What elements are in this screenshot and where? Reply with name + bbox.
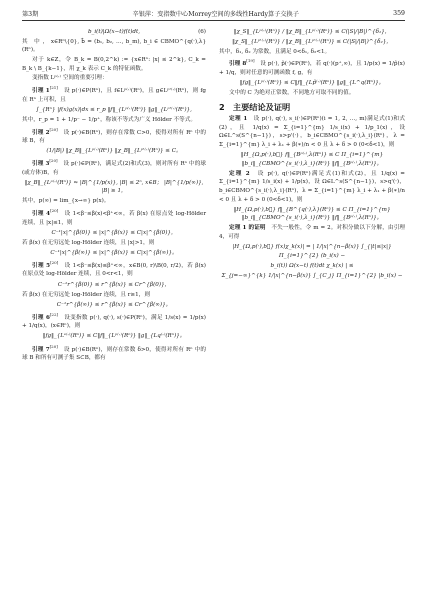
paragraph-text: 设 p(·)∈P(Rⁿ)，满足式(2)和式(3)，则对所有 Rⁿ 中的球(或方体)B，有 <box>22 161 206 176</box>
lemma-paragraph <box>22 84 206 104</box>
lemma-label: 引理 8 <box>229 61 247 68</box>
equation-text: ‖χ_S‖_{Lᵖ'⁽·⁾(Rⁿ)} / ‖χ_B‖_{Lᵖ'⁽·⁾(Rⁿ)} ≤ C(|S|/|B|)^{δ₂}， <box>232 38 392 45</box>
equation <box>219 28 405 37</box>
equation <box>219 206 405 223</box>
equation-text: C⁻¹r^{β(0)} ≤ r^{β(x)} ≤ Cr^{β(0)}， <box>57 281 171 288</box>
lemma-paragraph <box>22 157 206 177</box>
equation <box>22 106 206 115</box>
equation-text: (1/|B|) ‖χ_B‖_{Lᵖ⁽·⁾(Rⁿ)} ‖χ_B‖_{Lᵖ'⁽·⁾(Rⁿ)} ≤ C。 <box>46 148 182 155</box>
lemma-paragraph <box>22 343 206 363</box>
equation-text: ‖fg‖_{Lᵖ⁽·⁾(Rⁿ)} ≤ C‖f‖_{Lp̃⁽·⁾(Rⁿ)} ‖g‖_{L^q(Rⁿ)}。 <box>239 80 385 87</box>
lemma-paragraph <box>219 115 405 149</box>
citation-ref: [20] <box>49 126 58 132</box>
equation-text: C⁻¹r^{β(∞)} ≤ r^{β(x)} ≤ Cr^{β(∞)}。 <box>56 301 172 308</box>
right-column <box>219 26 405 282</box>
lemma-label: 引理 2 <box>32 129 50 136</box>
lemma-label: 引理 7 <box>32 346 50 353</box>
citation-ref: [22] <box>49 311 59 317</box>
page-number: 359 <box>393 9 405 17</box>
paragraph-text: 设 1<β⁻≤β(x)≤β⁺<∞，x∈B(0, r)\B(0, r/2)，若 β(x) 在原点处 log-Hölder 连续，且 0<r<1，则 <box>22 262 206 278</box>
paragraph-text: 设 1<β⁻≤β(x)<β⁺<∞，若 β(x) 在原点处 log-Hölder 连续，且 |x|≤1，则 <box>22 211 206 226</box>
paragraph-text: 设变指数 p(·), q(·), s(·)∈P(Rⁿ)，满足 1/s(x) = 1/p(x) + 1/q(x)，(x∈Rⁿ)，则 <box>22 314 206 330</box>
citation-ref: [19] <box>246 58 255 64</box>
equation-text: ‖χ_B‖_{Lᵖ⁽·⁾(Rⁿ)} ≈ |B|^{1/p(x)}, |B| ≤ 2ⁿ, x∈B； |B|^{1/p(∞)}, |B| ≥ 1， <box>24 179 204 195</box>
lemma-label: 定理 1 的证明 <box>229 225 266 232</box>
equation-text: ‖H_{Ω,p(·),b⃗} f‖_{B^{q(·),λ}(Rⁿ)} ≤ C Π_{i=1}^{m} ‖b_i‖_{CBMO^{s_i(·),λ_i}(Rⁿ)} ‖f‖_{Bᵖ⁽·⁾,λ(Rⁿ)}。 <box>233 206 391 222</box>
citation-ref: [21] <box>49 85 58 91</box>
lemma-label: 引理 6 <box>32 314 50 321</box>
header-rule <box>22 20 405 21</box>
lemma-label: 引理 3 <box>32 161 50 168</box>
paragraph-text: 设 p(·), q(·), s_i(·)∈P(Rⁿ)(i = 1, 2, …, m)满足式(1)和式(2)，且 1/q(x) = Σ_{i=1}^{m} 1/s_i(x) + 1/p_1(x)，设 Ω∈L^s(S^{n−1})，s>p'(·)，b_i∈CBMO^{s_i(·),λ_i}(Rⁿ)，λ = Σ_{i=1}^{m} λ_i + λ₁ + β(∗)/n < 0 且 λ + δ > 0 (0<δ<1)，则 <box>219 116 405 149</box>
equation-text: b_i(t)|Ω(x−t)f(t)dt, <box>87 28 141 35</box>
lemma-label: 定理 1 <box>229 116 248 123</box>
equation <box>219 151 405 168</box>
citation-ref: [20] <box>50 260 59 266</box>
paragraph: 其中，δ₁, δ₂ 为常数，且满足 0<δ₁, δ₂<1。 <box>219 48 331 55</box>
equation <box>22 281 206 290</box>
paragraph-text: 不失一般性，令 m = 2。对积分做以下分解，由引理 4，可得 <box>219 225 405 241</box>
equation-text: ∫_{Rⁿ} |f(x)g(x)|dx ≤ r_p ‖f‖_{Lᵖ⁽·⁾(Rⁿ)} ‖g‖_{Lᵖ'⁽·⁾(Rⁿ)}, <box>36 106 192 113</box>
paragraph: 若 β(x) 在无穷远处 log-Hölder 连续，且 |x|>1，则 <box>22 239 155 246</box>
paragraph: 文中的 C 为绝对正常数，不同地方可取不同的值。 <box>229 90 355 97</box>
citation-ref: [20] <box>50 208 59 214</box>
equation-text: ‖χ_S‖_{Lᵖ⁽·⁾(Rⁿ)} / ‖χ_B‖_{Lᵖ⁽·⁾(Rⁿ)} ≤ C(|S|/|B|)^{δ₁}， <box>233 28 391 35</box>
lemma-label: 定理 2 <box>229 170 250 177</box>
issue-label: 第3期 <box>22 10 39 18</box>
equation <box>219 262 405 271</box>
paragraph: 变指数 Lᵖ⁽·⁾ 空间的重要引理： <box>32 75 108 82</box>
citation-ref: [20] <box>49 343 58 349</box>
paragraph: 其中，p(∞) = lim_{x→∞} p(x)。 <box>22 198 110 205</box>
citation-ref: [20] <box>49 158 58 164</box>
lemma-paragraph <box>22 259 206 279</box>
equation-text: ‖H_{Ω,p(·),b⃗} f‖_{Bᵖ⁽·⁾,λ(Rⁿ)} ≤ C Π_{i=1}^{m} ‖b_i‖_{CBMO^{s_i(·),λ_i}(Rⁿ)} ‖f‖_{Bᵖ⁽·⁾,λ(Rⁿ)}。 <box>240 152 384 167</box>
lemma-paragraph <box>22 126 206 146</box>
lemma-paragraph <box>219 224 405 241</box>
equation <box>22 301 206 310</box>
paragraph-text: 设 p(·)∈B(Rⁿ)，则存在常数 δ>0，使得对所有 Rⁿ 中的球 B 和所有可测子集 S⊂B，都有 <box>22 346 206 361</box>
equation <box>22 28 206 37</box>
paragraph: 若 β(x) 在无穷远处 log-Hölder 连续，且 r≥1，则 <box>22 291 150 298</box>
equation-text: C⁻¹|x|^{β(0)} ≤ |x|^{β(x)} ≤ C|x|^{β(0)}， <box>51 229 177 236</box>
equation <box>22 229 206 238</box>
paragraph: 其 中 ， x∈Rⁿ\{0}, b⃗ = (b₁, b₂, …, b_m), b_i ∈ CBMO^{q(·),λ}(Rⁿ)。 <box>22 38 206 54</box>
equation-number: (6) <box>198 28 206 35</box>
running-header <box>22 6 405 20</box>
equation <box>219 38 405 47</box>
equation-text: Σ_{j=−∞}^{k} 1/|x|^{n−β(x)} ∫_{C_j} Π_{i=1}^{2} |b_i(x) − <box>221 272 403 279</box>
running-title: 辛银萍：变指数中心Morrey空间的多线性Hardy算子交换子 <box>132 10 299 18</box>
equation <box>22 249 206 258</box>
equation-text: C⁻¹|x|^{β(∞)} ≤ |x|^{β(x)} ≤ C|x|^{β(∞)}。 <box>50 249 178 256</box>
lemma-label: 引理 1 <box>32 87 50 94</box>
equation <box>22 179 206 196</box>
equation <box>219 243 405 260</box>
equation-text: ‖fg‖_{Lˢ⁽·⁾(Rⁿ)} ≤ C‖f‖_{Lᵖ⁽·⁾(Rⁿ)} ‖g‖_{Lq⁽·⁾(Rⁿ)}。 <box>42 333 186 340</box>
equation-text: |H_{Ω,p(·),b⃗} f(x)χ_k(x)| = | 1/|x|^{n−β(x)} ∫_{|t|≤|x|} Π_{i=1}^{2} (b_i(x) − <box>232 244 392 259</box>
lemma-paragraph <box>219 57 405 77</box>
section-heading: 2 主要结论及证明 <box>219 101 291 112</box>
equation <box>219 272 405 281</box>
paragraph-text: 设 p(·), p̃(·)∈P(Rⁿ)，若 q(·)(p⁺,∞)，且 1/p(x) = 1/p̃(x) + 1/q，则对任意的可测函数 f, g，有 <box>219 61 405 76</box>
lemma-paragraph <box>22 311 206 331</box>
left-column <box>22 26 206 364</box>
equation <box>219 79 405 88</box>
paragraph: 其中，r_p = 1 + 1/p⁻ − 1/p⁺，称该不等式为广义 Hölder 不等式。 <box>22 116 196 123</box>
equation <box>22 332 206 341</box>
paragraph: 对于 k∈Z，令 B_k = B(0,2^k) := {x∈Rⁿ: |x| ≤ 2^k}, C_k = B_k \ B_{k−1}，用 χ_k 表示 C_k 的特征函数。 <box>22 56 206 72</box>
equation <box>22 147 206 156</box>
lemma-label: 引理 4 <box>32 211 51 218</box>
lemma-paragraph <box>219 170 405 204</box>
equation-text: b_i(t)) Ω(x−t) f(t)dt χ_k(x) | ≤ <box>270 262 354 269</box>
lemma-paragraph <box>22 207 206 227</box>
paragraph-text: 设 p(·)∈P(Rⁿ)，且 f∈Lᵖ⁽·⁾(Rⁿ)，且 g∈Lᵖ'⁽·⁾(Rⁿ)，则 fg 在 Rⁿ 上可积，且 <box>22 87 206 103</box>
paragraph-text: 设 p(·), q(·)∈P(Rⁿ)满足式(1)和式(2)，且 1/q(x) = Σ_{i=1}^{m} 1/s_i(x) + 1/p(x)，设 Ω∈L^s(S^{n−1})，s>q'(·)，b_i∈CBMO^{s_i(·),λ_i}(Rⁿ)，λ = Σ_{i=1}^{m} λ_i + λ₁ + β(∗)/n < 0 且 λ + δ > 0 (0<δ<1)，则 <box>219 170 405 203</box>
lemma-label: 引理 5 <box>32 262 51 269</box>
paragraph-text: 设 p(·)∈B(Rⁿ)，则存在常数 C>0，使得对所有 Rⁿ 中的球 B，有 <box>22 129 206 144</box>
